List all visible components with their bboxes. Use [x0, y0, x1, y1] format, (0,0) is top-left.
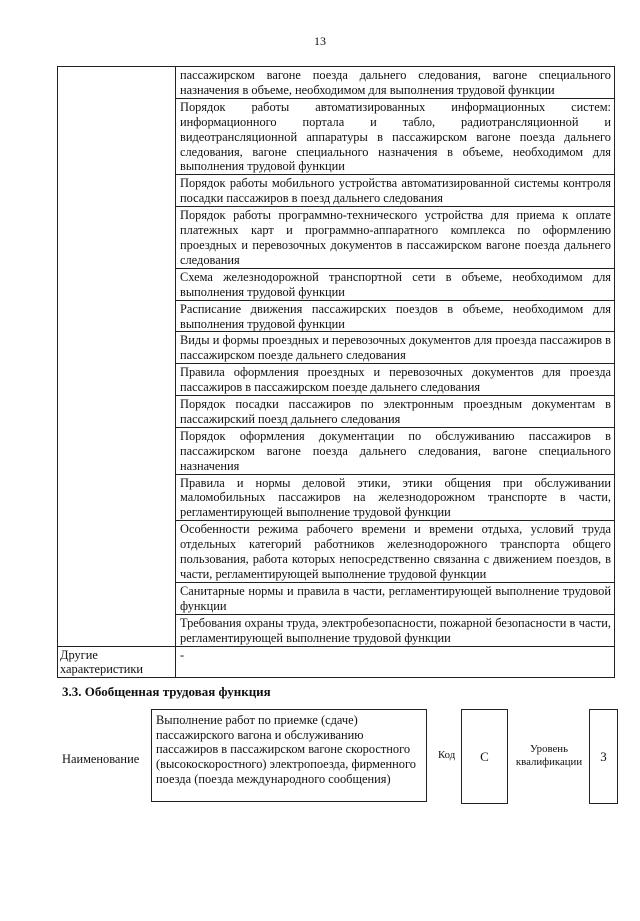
knowledge-item: Порядок работы программно-технического устройства для приема к оплате платежных карт и программно-аппаратного комплекса по оформлению проездных и перевозочных документов в пассажирском вагоне поезда дальнего следования: [176, 207, 615, 269]
knowledge-item: Виды и формы проездных и перевозочных документов для проезда пассажиров в пассажирском поезде дальнего следования: [176, 332, 615, 364]
knowledge-item: Особенности режима рабочего времени и времени отдыха, условий труда отдельных категорий работников железнодорожного транспорта общего пользования, работа которых непосредственно связанна с движением поездов, в части, регламентирующей выполнение трудовой функции: [176, 521, 615, 583]
knowledge-item: Правила и нормы деловой этики, этики общения при обслуживании маломобильных пассажиров на железнодорожном транспорте в части, регламентирующей выполнение трудовой функции: [176, 474, 615, 521]
knowledge-item: пассажирском вагоне поезда дальнего следования, вагоне специального назначения в объеме, необходимом для выполнения трудовой функции: [176, 67, 615, 99]
knowledge-item: Правила оформления проездных и перевозочных документов для проезда пассажиров в пассажирском поезде дальнего следования: [176, 364, 615, 396]
other-characteristics-label: Другие характеристики: [58, 646, 176, 678]
name-label: Наименование: [62, 752, 140, 766]
other-characteristics-value: -: [176, 646, 615, 678]
code-label: Код: [438, 749, 456, 761]
knowledge-item: Схема железнодорожной транспортной сети в объеме, необходимом для выполнения трудовой функции: [176, 268, 615, 300]
section-heading: 3.3. Обобщенная трудовая функция: [62, 684, 271, 699]
code-value-box: С: [461, 709, 508, 804]
name-value-box: Выполнение работ по приемке (сдаче) пассажирского вагона и обслуживанию пассажиров в пассажирском вагоне скоростного (высокоскоростного) электропоезда, фирменного поезда (поезда международного сообщения): [151, 709, 427, 802]
knowledge-item: Требования охраны труда, электробезопасности, пожарной безопасности в части, регламентирующей выполнение трудовой функции: [176, 614, 615, 646]
knowledge-item: Порядок работы мобильного устройства автоматизированной системы контроля посадки пассажиров в поезд дальнего следования: [176, 175, 615, 207]
knowledge-item: Санитарные нормы и правила в части, регламентирующей выполнение трудовой функции: [176, 582, 615, 614]
page-number: 13: [314, 34, 326, 48]
knowledge-item: Порядок посадки пассажиров по электронным проездным документам в пассажирский поезд дальнего следования: [176, 396, 615, 428]
knowledge-item: Порядок оформления документации по обслуживанию пассажиров в пассажирском вагоне поезда дальнего следования, вагоне специального назначения: [176, 427, 615, 474]
level-label: Уровень квалификации: [515, 743, 583, 768]
knowledge-item: Порядок работы автоматизированных информационных систем: информационного портала и табло, радиотрансляционной и видеотрансляционной аппаратуры в пассажирском вагоне поезда дальнего следования, вагоне специального назначения в объеме, необходимом для выполнения трудовой функции: [176, 98, 615, 175]
level-value-box: 3: [589, 709, 618, 804]
knowledge-item: Расписание движения пассажирских поездов в объеме, необходимом для выполнения трудовой функции: [176, 300, 615, 332]
